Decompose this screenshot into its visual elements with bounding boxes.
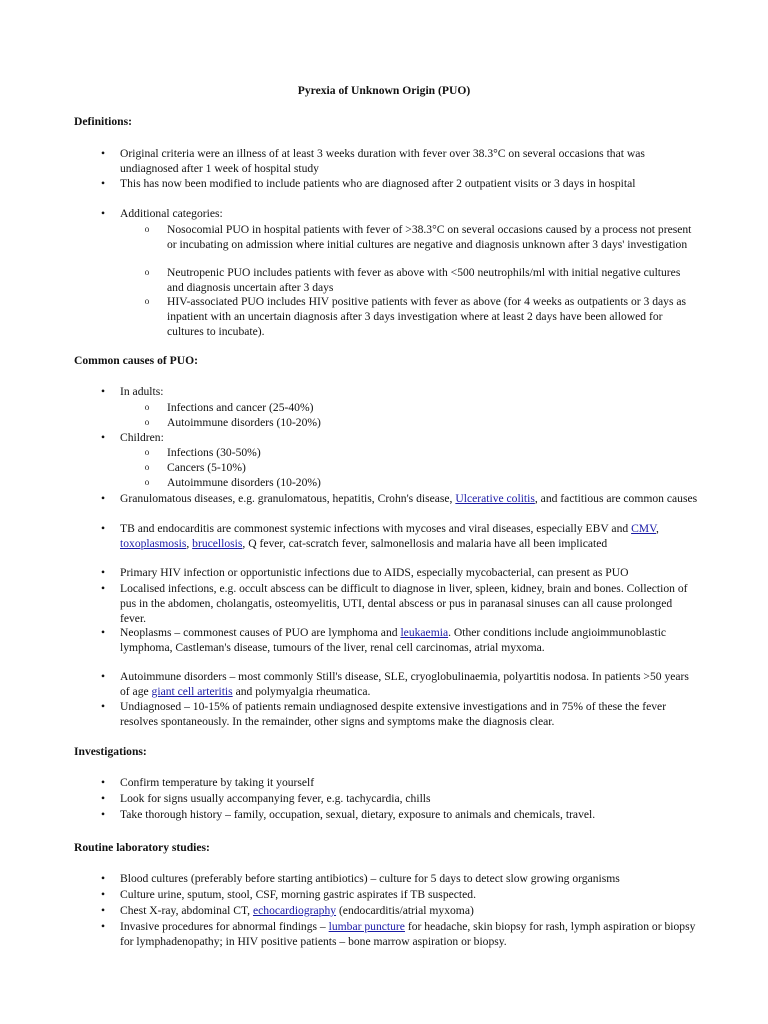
bullet: • [100, 582, 106, 595]
bullet: • [100, 920, 106, 933]
cause-subitem: Infections (30-50%) [167, 446, 261, 459]
investigation-item: Confirm temperature by taking it yourself [120, 776, 315, 789]
document-title: Pyrexia of Unknown Origin (PUO) [297, 84, 471, 97]
bullet: • [100, 808, 106, 821]
sub-bullet: o [144, 462, 150, 472]
sub-bullet: o [144, 267, 150, 277]
cause-subitem: Cancers (5-10%) [167, 461, 246, 474]
cmv-link[interactable]: CMV [631, 522, 656, 535]
investigation-item: Look for signs usually accompanying fever, e.g. tachycardia, chills [120, 792, 431, 805]
cause-text: Autoimmune disorders – most commonly Still's disease, SLE, cryoglobulinaemia, polyartitis nodosa. In patients >50 years of age [120, 670, 689, 699]
sub-bullet: o [144, 417, 150, 427]
cause-text: , and factitious are common causes [534, 492, 698, 505]
lab-item: Culture urine, sputum, stool, CSF, morning gastric aspirates if TB suspected. [120, 888, 476, 901]
brucellosis-link[interactable]: brucellosis [192, 537, 243, 551]
definition-item: Additional categories: [120, 207, 223, 220]
toxoplasmosis-link[interactable]: toxoplasmosis [120, 537, 187, 551]
cause-subitem: Autoimmune disorders (10-20%) [167, 416, 321, 429]
heading-routine-lab-studies: Routine laboratory studies: [74, 841, 210, 854]
bullet: • [100, 385, 106, 398]
bullet: • [100, 522, 106, 535]
separator: , [186, 537, 193, 551]
sub-bullet: o [144, 402, 150, 412]
heading-definitions: Definitions: [74, 115, 132, 128]
bullet: • [100, 147, 106, 160]
lab-item: Blood cultures (preferably before starting antibiotics) – culture for 5 days to detect slow growing organisms [120, 872, 620, 885]
lab-text: for headache, skin biopsy for rash, lymph aspiration or biopsy for lymphadenopathy; in HIV positive patients – bone marrow aspiration or biopsy. [120, 920, 696, 949]
bullet: • [100, 566, 106, 579]
investigation-item: Take thorough history – family, occupation, sexual, dietary, exposure to animals and chemicals, travel. [120, 808, 596, 821]
bullet: • [100, 872, 106, 885]
bullet: • [100, 431, 106, 444]
bullet: • [100, 626, 106, 639]
separator: , [656, 522, 659, 535]
cause-subitem: Infections and cancer (25-40%) [167, 401, 314, 414]
definition-subitem: Neutropenic PUO includes patients with fever as above with <500 neutrophils/ml with initial negative cultures and diagnosis uncertain after 3 days [167, 266, 681, 295]
cause-text: Granulomatous diseases, e.g. granulomatous, hepatitis, Crohn's disease, [120, 492, 456, 505]
sub-bullet: o [144, 477, 150, 487]
definition-subitem: HIV-associated PUO includes HIV positive patients with fever as above (for 4 weeks as outpatients or 3 days as inpatient with an uncertain diagnosis after 3 days investigation where at least 2 days have been allowed for cultures to incubate). [167, 295, 687, 339]
bullet: • [100, 670, 106, 683]
definition-item: Original criteria were an illness of at least 3 weeks duration with fever over 38.3°C on several occasions that was undiagnosed after 1 week of hospital study [120, 147, 645, 176]
bullet: • [100, 904, 106, 917]
cause-item [120, 521, 700, 551]
cause-text: Neoplasms – commonest causes of PUO are lymphoma and [120, 626, 401, 639]
lumbar-puncture-link[interactable]: lumbar puncture [328, 920, 405, 933]
lab-text: Chest X-ray, abdominal CT, [120, 904, 253, 917]
cause-item [120, 669, 700, 699]
giant-cell-arteritis-link[interactable]: giant cell arteritis [151, 685, 233, 699]
definition-item: This has now been modified to include patients who are diagnosed after 2 outpatient visits or 3 days in hospital [120, 177, 636, 190]
lab-text: (endocarditis/atrial myxoma) [336, 904, 474, 917]
bullet: • [100, 888, 106, 901]
bullet: • [100, 776, 106, 789]
cause-item: Primary HIV infection or opportunistic infections due to AIDS, especially mycobacterial, can present as PUO [120, 566, 629, 579]
lab-item [120, 903, 700, 918]
echocardiography-link[interactable]: echocardiography [252, 904, 337, 917]
cause-text: and polymyalgia rheumatica. [232, 685, 371, 699]
cause-item: In adults: [120, 385, 164, 398]
definition-subitem: Nosocomial PUO in hospital patients with fever of >38.3°C on several occasions caused by a process not present or incubating on admission where initial cultures are negative and diagnosis unknown after 3 days' investigation [167, 223, 692, 252]
ulcerative-colitis-link[interactable]: Ulcerative colitis [455, 492, 535, 505]
sub-bullet: o [144, 224, 150, 234]
cause-text: . Other conditions include angioimmunoblastic lymphoma, Castleman's disease, tumours of the liver, renal cell carcinomas, atrial myxoma. [120, 626, 667, 655]
bullet: • [100, 492, 106, 505]
heading-investigations: Investigations: [74, 745, 147, 758]
cause-item [120, 625, 700, 655]
leukaemia-link[interactable]: leukaemia [400, 626, 449, 639]
sub-bullet: o [144, 447, 150, 457]
bullet: • [100, 207, 106, 220]
lab-item [120, 919, 700, 949]
heading-common-causes: Common causes of PUO: [74, 354, 198, 367]
cause-subitem: Autoimmune disorders (10-20%) [167, 476, 321, 489]
lab-text: Invasive procedures for abnormal findings – [120, 920, 329, 933]
cause-item [120, 491, 700, 506]
cause-text: TB and endocarditis are commonest systemic infections with mycoses and viral diseases, especially EBV and [120, 522, 632, 535]
bullet: • [100, 177, 106, 190]
cause-item: Undiagnosed – 10-15% of patients remain undiagnosed despite extensive investigations and in 75% of these the fever resolves spontaneously. In the remainder, other signs and symptoms make the diagnosis clear. [120, 700, 667, 729]
cause-item: Children: [120, 431, 164, 444]
bullet: • [100, 700, 106, 713]
bullet: • [100, 792, 106, 805]
cause-text: , Q fever, cat-scratch fever, salmonellosis and malaria have all been implicated [242, 537, 608, 551]
sub-bullet: o [144, 296, 150, 306]
cause-item: Localised infections, e.g. occult abscess can be difficult to diagnose in liver, spleen, kidney, brain and bones. Collection of pus in the abdomen, cholangatis, osteomyelitis, UTI, dental abscess or pus in paranasal sinuses can all cause prolonged fever. [120, 582, 688, 626]
